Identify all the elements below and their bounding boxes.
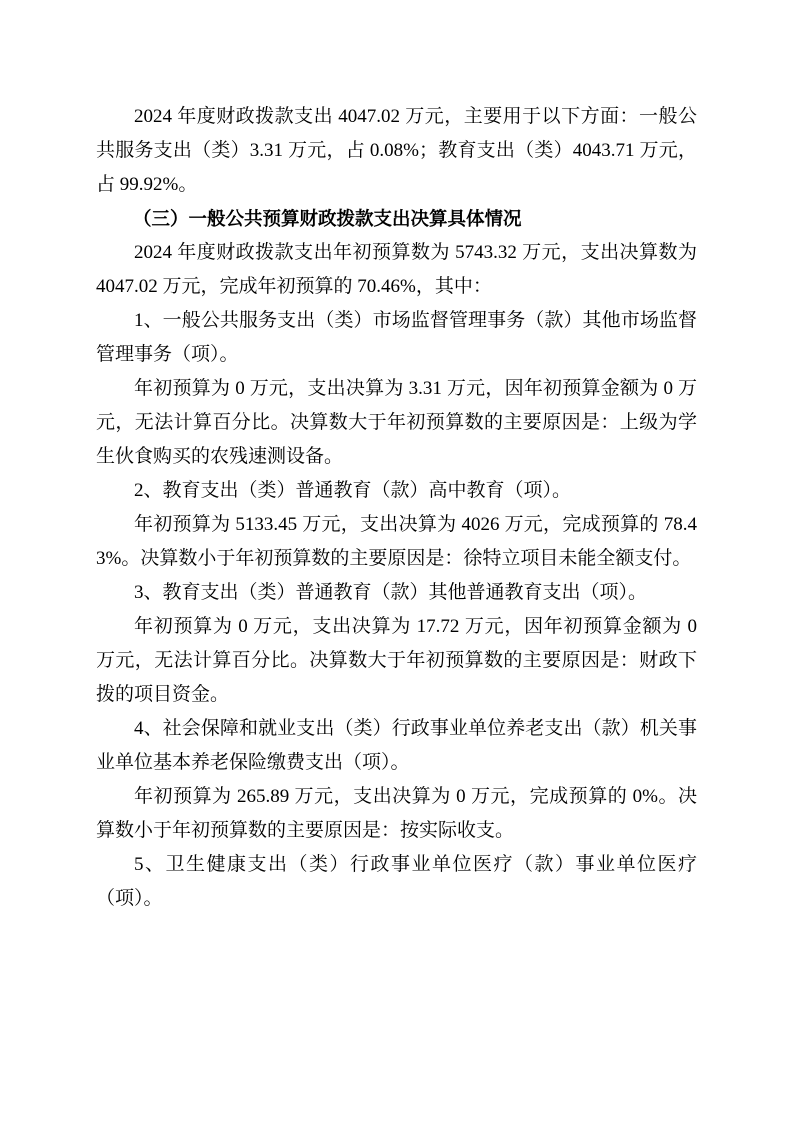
paragraph: 3、教育支出（类）普通教育（款）其他普通教育支出（项）。	[134, 582, 648, 603]
paragraph: 5、卫生健康支出（类）行政事业单位医疗（款）事业单位医疗（项）。	[96, 854, 697, 909]
paragraph: 年初预算为 0 万元，支出决算为 17.72 万元，因年初预算金额为 0 万元，无法计算百分比。决算数大于年初预算数的主要原因是：财政下拨的项目资金。	[96, 616, 697, 705]
paragraph: 2024 年度财政拨款支出 4047.02 万元，主要用于以下方面：一般公共服务支出（类）3.31 万元，占 0.08%；教育支出（类）4043.71 万元，占 99.92%。	[96, 106, 697, 195]
paragraph: 年初预算为 5133.45 万元，支出决算为 4026 万元，完成预算的 78.43%。决算数小于年初预算数的主要原因是：徐特立项目未能全额支付。	[96, 514, 697, 569]
paragraph: 2、教育支出（类）普通教育（款）高中教育（项）。	[134, 480, 572, 501]
paragraph: 1、一般公共服务支出（类）市场监督管理事务（款）其他市场监督管理事务（项）。	[96, 310, 697, 365]
paragraph: 年初预算为 265.89 万元，支出决算为 0 万元，完成预算的 0%。决算数小于年初预算数的主要原因是：按实际收支。	[96, 786, 697, 841]
paragraph: 2024 年度财政拨款支出年初预算数为 5743.32 万元，支出决算数为 4047.02 万元，完成年初预算的 70.46%，其中：	[96, 242, 697, 297]
paragraph: 年初预算为 0 万元，支出决算为 3.31 万元，因年初预算金额为 0 万元，无法计算百分比。决算数大于年初预算数的主要原因是：上级为学生伙食购买的农残速测设备。	[96, 378, 697, 467]
section-heading: （三）一般公共预算财政拨款支出决算具体情况	[133, 208, 522, 229]
document-body	[96, 100, 697, 916]
paragraph: 4、社会保障和就业支出（类）行政事业单位养老支出（款）机关事业单位基本养老保险缴费支出（项）。	[96, 718, 697, 773]
